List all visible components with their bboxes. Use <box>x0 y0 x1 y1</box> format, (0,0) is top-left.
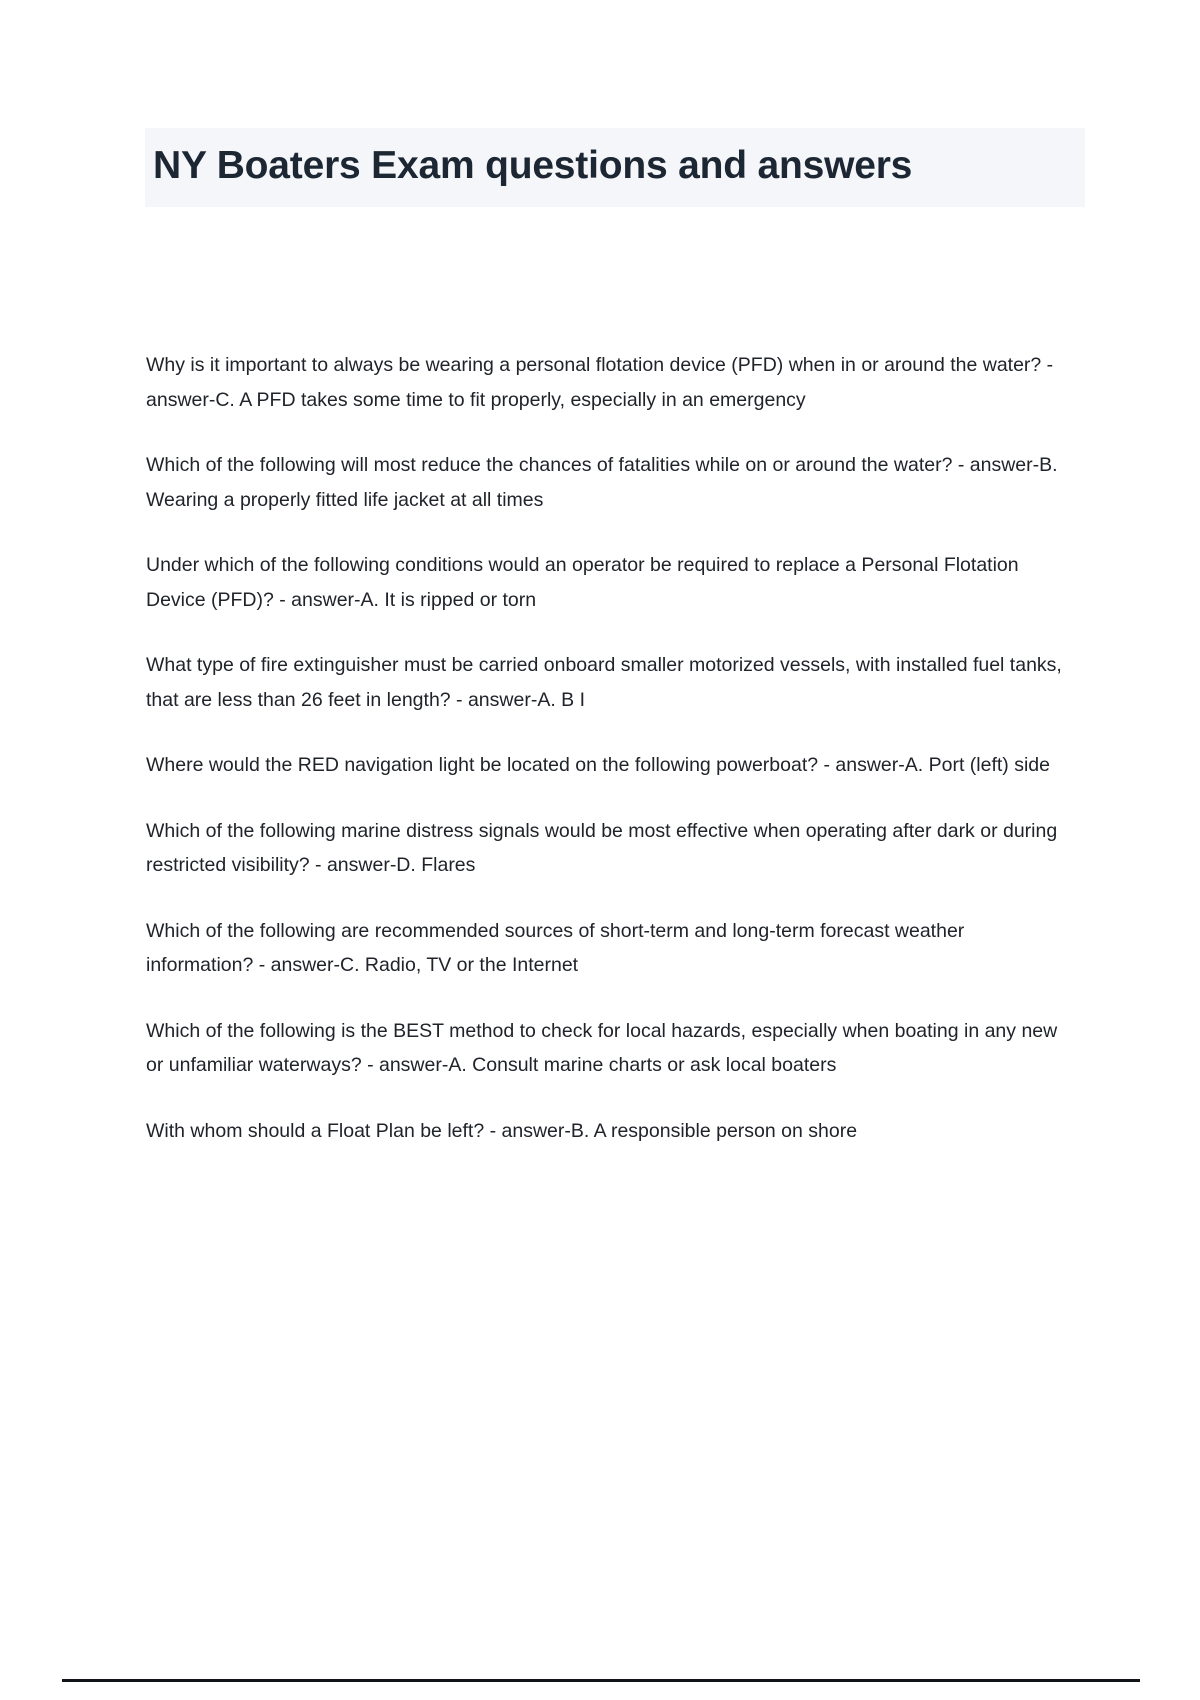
qa-block: Which of the following are recommended sources of short-term and long-term forecast weather information? - answer-C. Radio, TV or the Internet <box>146 919 965 976</box>
qa-block: Which of the following is the BEST method to check for local hazards, especially when boating in any new or unfamiliar waterways? - answer-A. Consult marine charts or ask local boaters <box>146 1019 1058 1076</box>
document-body <box>146 348 1076 1148</box>
page-title: NY Boaters Exam questions and answers <box>153 144 913 187</box>
qa-block: Which of the following marine distress signals would be most effective when operating after dark or during restricted visibility? - answer-D. Flares <box>146 819 1058 876</box>
page-bottom-divider <box>62 1679 1140 1682</box>
qa-block: Where would the RED navigation light be located on the following powerboat? - answer-A. Port (left) side <box>146 754 1050 776</box>
qa-block: Which of the following will most reduce the chances of fatalities while on or around the water? - answer-B. Wearing a properly fitted life jacket at all times <box>146 454 1058 511</box>
qa-block: With whom should a Float Plan be left? - answer-B. A responsible person on shore <box>146 1119 858 1142</box>
qa-block: Under which of the following conditions would an operator be required to replace a Personal Flotation Device (PFD)? - answer-A. It is ripped or torn <box>146 554 1019 611</box>
qa-block: Why is it important to always be wearing a personal flotation device (PFD) when in or around the water? - answer-C. A PFD takes some time to fit properly, especially in an emergency <box>146 354 1054 411</box>
title-banner <box>145 128 1085 207</box>
qa-block: What type of fire extinguisher must be carried onboard smaller motorized vessels, with installed fuel tanks, that are less than 26 feet in length? - answer-A. B I <box>146 654 1062 711</box>
